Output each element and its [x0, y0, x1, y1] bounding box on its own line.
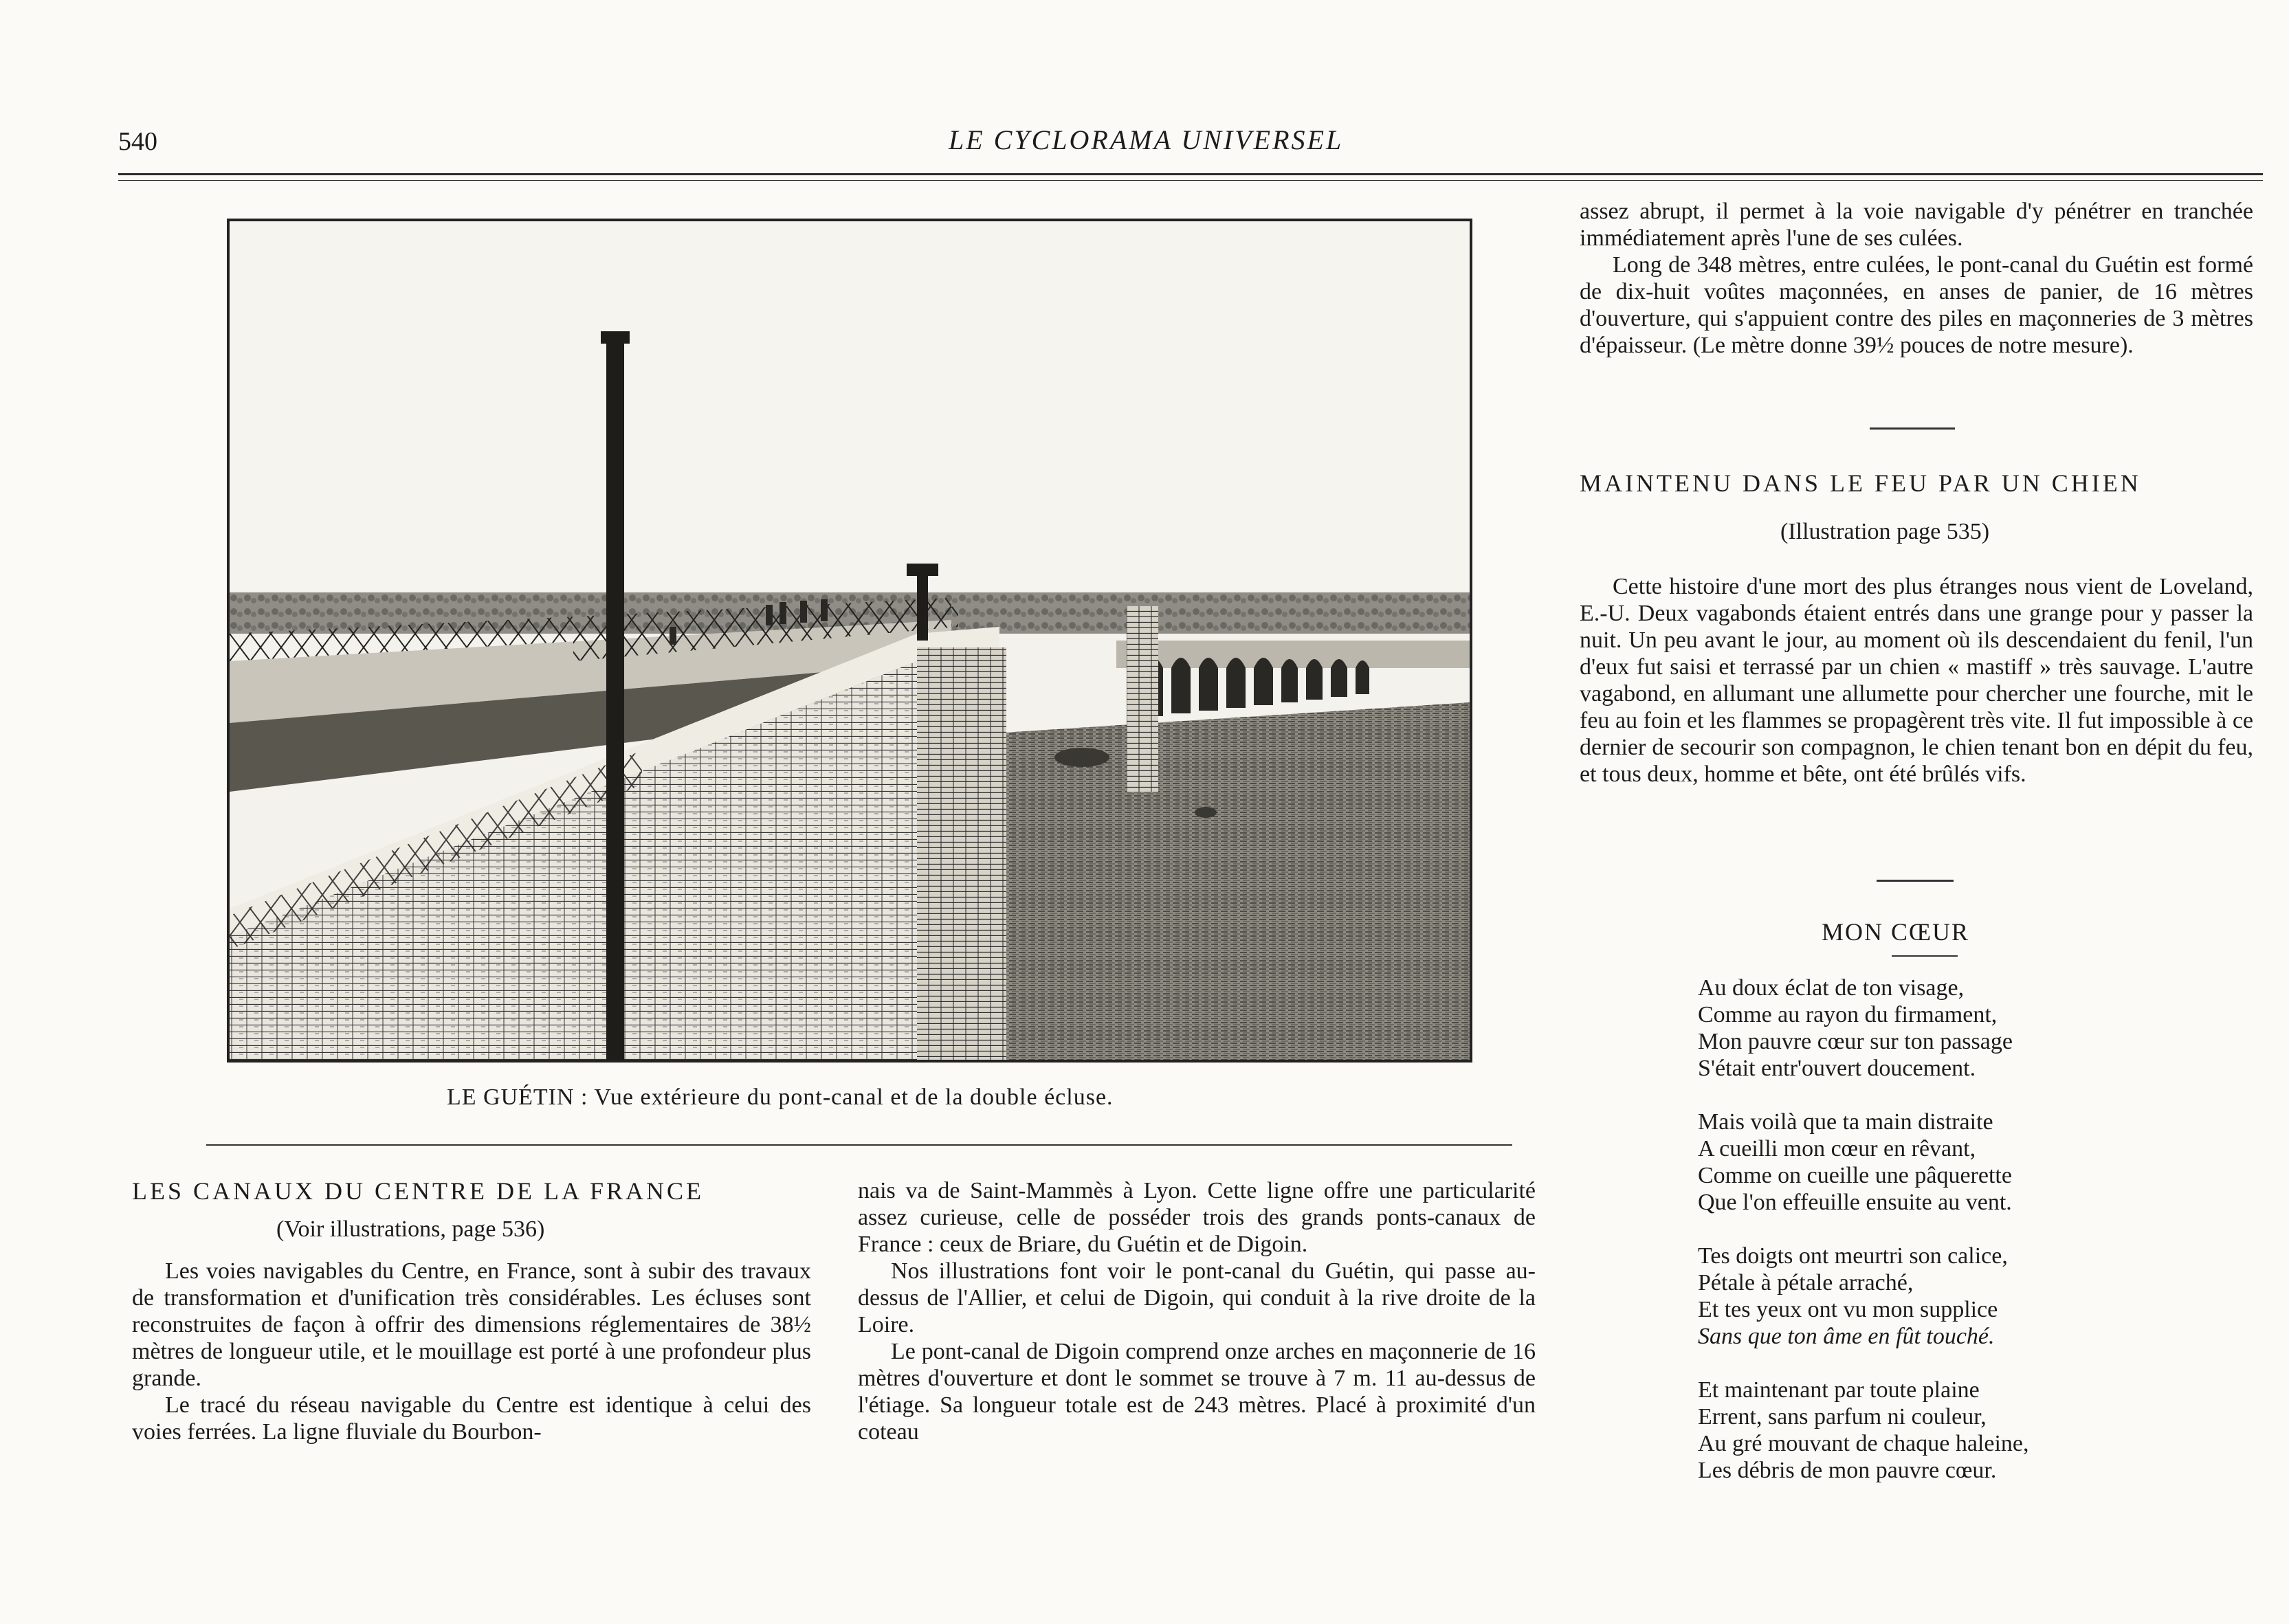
- poem-title-rule: [1892, 955, 1958, 957]
- article-title-chien: MAINTENU DANS LE FEU PAR UN CHIEN: [1580, 469, 2141, 497]
- poem-stanza: [1698, 1109, 2262, 1216]
- paragraph: Les voies navigables du Centre, en France, sont à subir des travaux de transformation et d'unification très considérables. Les écluses sont reconstruites de façon à offrir des dimensions réglementaires de 38½ mètres de longueur utile, et le mouillage est porté à une profondeur plus grande.: [132, 1258, 811, 1391]
- poem-line: Au doux éclat de ton visage,: [1698, 975, 1965, 1001]
- poem-body: [1698, 975, 2262, 1511]
- poem-line: S'était entr'ouvert doucement.: [1698, 1056, 1976, 1081]
- poem-stanza: [1698, 975, 2262, 1082]
- paragraph: Nos illustrations font voir le pont-canal du Guétin, qui passe au-dessus de l'Allier, et celui de Digoin, qui conduit à la rive droite de la Loire.: [858, 1258, 1536, 1337]
- poem-line: Que l'on effeuille ensuite au vent.: [1698, 1190, 2012, 1215]
- poem-stanza: [1698, 1377, 2262, 1484]
- poem-line: A cueilli mon cœur en rêvant,: [1698, 1136, 1976, 1161]
- poem-line: Sans que ton âme en fût touché.: [1698, 1324, 1995, 1349]
- caption-rule: [206, 1144, 1512, 1146]
- article-subtitle-chien: (Illustration page 535): [1780, 519, 1990, 544]
- page-number: 540: [118, 127, 157, 156]
- article-title-canaux: LES CANAUX DU CENTRE DE LA FRANCE: [132, 1177, 705, 1205]
- article-body-col1: [132, 1258, 811, 1445]
- poem-line: Mon pauvre cœur sur ton passage: [1698, 1029, 2013, 1054]
- poem-line: Les débris de mon pauvre cœur.: [1698, 1458, 1997, 1483]
- poem-stanza: [1698, 1243, 2262, 1350]
- poem-title: MON CŒUR: [1822, 918, 1970, 946]
- poem-line: Mais voilà que ta main distraite: [1698, 1109, 1993, 1135]
- poem-line: Tes doigts ont meurtri son calice,: [1698, 1243, 2008, 1269]
- paragraph: Long de 348 mètres, entre culées, le pont-canal du Guétin est formé de dix-huit voûtes maçonnées, en anses de panier, de 16 mètres d'ouverture, qui s'appuient contre des piles en maçonneries de 3 mètres d'épaisseur. (Le mètre donne 39½ pouces de notre mesure).: [1580, 252, 2253, 358]
- poem-line: Comme on cueille une pâquerette: [1698, 1163, 2012, 1188]
- section-divider: [1870, 427, 1955, 430]
- engraving-illustration: [227, 219, 1472, 1063]
- running-head-title: LE CYCLORAMA UNIVERSEL: [949, 124, 1344, 155]
- article-body-col2: [858, 1177, 1536, 1445]
- poem-line: Pétale à pétale arraché,: [1698, 1270, 1914, 1295]
- figure-caption: LE GUÉTIN : Vue extérieure du pont-canal et de la double écluse.: [447, 1084, 1114, 1110]
- poem-line: Comme au rayon du firmament,: [1698, 1002, 1998, 1027]
- header-rule: [118, 173, 2263, 175]
- poem-line: Et maintenant par toute plaine: [1698, 1377, 1980, 1403]
- article-body-col3: [1580, 198, 2253, 359]
- article-body-chien: [1580, 573, 2253, 788]
- poem-line: Et tes yeux ont vu mon supplice: [1698, 1297, 1998, 1322]
- paragraph: Le pont-canal de Digoin comprend onze arches en maçonnerie de 16 mètres d'ouverture et dont le sommet se trouve à 7 m. 11 au-dessus de l'étiage. Sa longueur totale est de 243 mètres. Placé à proximité d'un coteau: [858, 1339, 1536, 1445]
- paragraph: Cette histoire d'une mort des plus étranges nous vient de Loveland, E.-U. Deux vagabonds étaient entrés dans une grange pour y passer la nuit. Un peu avant le jour, au moment où ils descendaient du fenil, l'un d'eux fut saisi et terrassé par un chien « mastiff » très sauvage. L'autre vagabond, en allumant une allumette pour chercher une fourche, mit le feu au foin et les flammes se propagèrent très vite. Il fut impossible à ce dernier de secourir son compagnon, le chien tenant bon en dépit du feu, et tous deux, homme et bête, ont été brûlés vifs.: [1580, 574, 2253, 787]
- article-subtitle-canaux: (Voir illustrations, page 536): [276, 1216, 545, 1242]
- paragraph: nais va de Saint-Mammès à Lyon. Cette ligne offre une particularité assez curieuse, celle de posséder trois des grands ponts-canaux de France : ceux de Briare, du Guétin et de Digoin.: [858, 1178, 1536, 1257]
- poem-line: Au gré mouvant de chaque haleine,: [1698, 1431, 2029, 1456]
- section-divider-2: [1877, 880, 1954, 882]
- paragraph: Le tracé du réseau navigable du Centre est identique à celui des voies ferrées. La ligne fluviale du Bourbon-: [132, 1392, 811, 1445]
- poem-line: Errent, sans parfum ni couleur,: [1698, 1404, 1987, 1430]
- header-rule-thin: [118, 180, 2263, 181]
- paragraph: assez abrupt, il permet à la voie navigable d'y pénétrer en tranchée immédiatement après l'une de ses culées.: [1580, 199, 2253, 251]
